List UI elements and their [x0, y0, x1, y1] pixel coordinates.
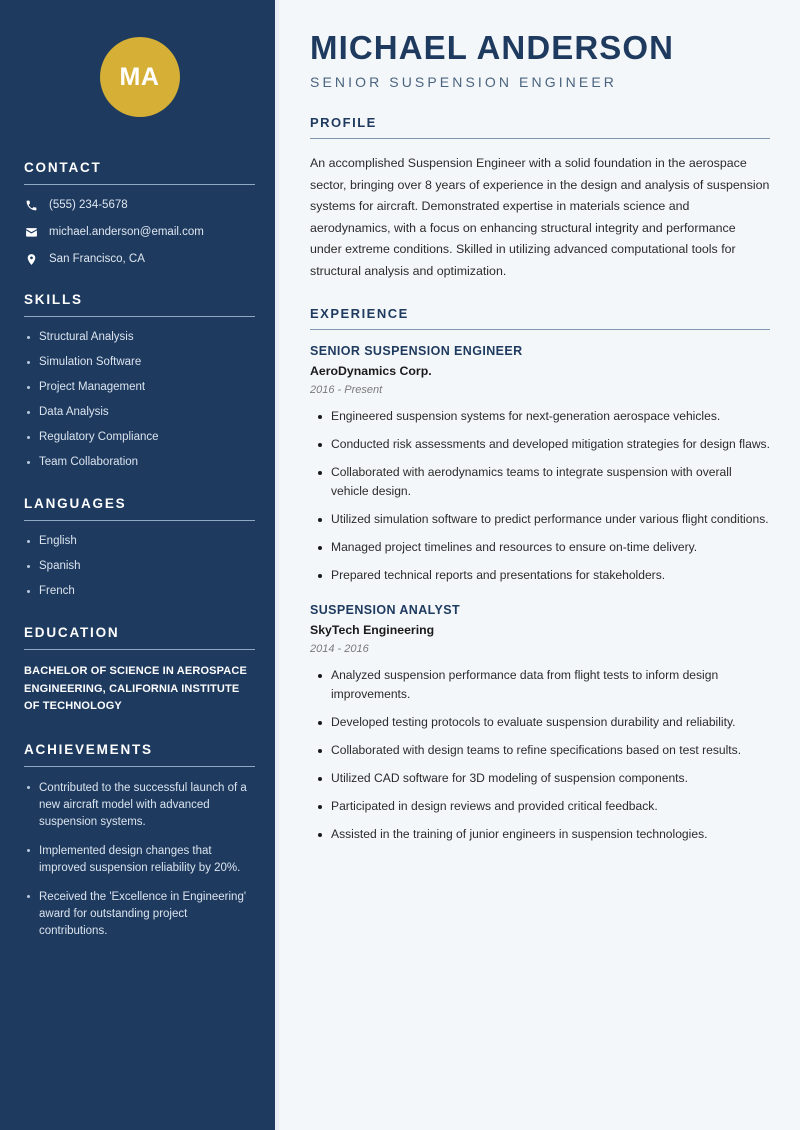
main-content: [279, 0, 800, 1130]
education-heading: EDUCATION: [24, 625, 120, 640]
avatar-container: [24, 0, 255, 160]
contact-heading: CONTACT: [24, 160, 102, 175]
job-title: SENIOR SUSPENSION ENGINEER: [310, 344, 523, 358]
page-title: MICHAEL ANDERSON: [310, 29, 675, 66]
contact-value-email: michael.anderson@email.com: [49, 226, 204, 238]
phone-icon: [24, 198, 38, 212]
contact-value-phone: (555) 234-5678: [49, 199, 128, 211]
skills-heading: SKILLS: [24, 292, 83, 307]
main-section-experience: [310, 306, 770, 844]
skills-list: [24, 330, 255, 470]
sidebar-section-skills: [24, 292, 255, 470]
languages-heading: LANGUAGES: [24, 496, 127, 511]
education-entry: BACHELOR OF SCIENCE IN AEROSPACE ENGINEERING, CALIFORNIA INSTITUTE OF TECHNOLOGY: [24, 665, 247, 712]
job-company: AeroDynamics Corp.: [310, 364, 432, 378]
profile-divider: [310, 138, 770, 139]
job-bullet-list: [310, 666, 770, 844]
list-item: Collaborated with design teams to refine specifications based on test results.: [310, 741, 770, 760]
list-item: Engineered suspension systems for next-generation aerospace vehicles.: [310, 407, 770, 426]
job-bullet-list: [310, 407, 770, 585]
contact-row-email[interactable]: [24, 225, 255, 239]
list-item: Collaborated with aerodynamics teams to integrate suspension with overall vehicle design.: [310, 463, 770, 501]
contact-divider: [24, 184, 255, 185]
contact-value-location: San Francisco, CA: [49, 253, 145, 265]
sidebar-section-achievements: [24, 742, 255, 940]
list-item: Prepared technical reports and presentations for stakeholders.: [310, 566, 770, 585]
education-divider: [24, 649, 255, 650]
profile-text: An accomplished Suspension Engineer with a solid foundation in the aerospace sector, bringing over 8 years of experience in the design and analysis of suspension systems for aircraft. Demonstrated expertise in materials science and aerodynamics, with a focus on enhancing structural integrity and performance under extreme conditions. Skilled in utilizing advanced computational tools for structural analysis and optimization.: [310, 156, 770, 278]
experience-heading: EXPERIENCE: [310, 306, 409, 321]
achievements-list: [24, 780, 255, 940]
list-item: Conducted risk assessments and developed mitigation strategies for design flaws.: [310, 435, 770, 454]
list-item: Received the 'Excellence in Engineering' award for outstanding project contributions.: [24, 889, 255, 940]
list-item: Data Analysis: [24, 405, 255, 420]
list-item: Simulation Software: [24, 355, 255, 370]
experience-divider: [310, 329, 770, 330]
languages-list: [24, 534, 255, 599]
map-pin-icon: [24, 252, 38, 266]
list-item: French: [24, 584, 255, 599]
contact-row-location[interactable]: [24, 252, 255, 266]
list-item: Structural Analysis: [24, 330, 255, 345]
list-item: Assisted in the training of junior engineers in suspension technologies.: [310, 825, 770, 844]
contact-row-phone[interactable]: [24, 198, 255, 212]
job-dates: 2014 - 2016: [310, 643, 369, 655]
job-company: SkyTech Engineering: [310, 623, 435, 637]
experience-entry: [310, 344, 770, 585]
list-item: Utilized CAD software for 3D modeling of suspension components.: [310, 769, 770, 788]
list-item: Implemented design changes that improved suspension reliability by 20%.: [24, 843, 255, 877]
list-item: English: [24, 534, 255, 549]
list-item: Contributed to the successful launch of a new aircraft model with advanced suspension systems.: [24, 780, 255, 831]
sidebar-section-education: [24, 625, 255, 716]
sidebar: [0, 0, 279, 1130]
envelope-icon: [24, 225, 38, 239]
list-item: Developed testing protocols to evaluate suspension durability and reliability.: [310, 713, 770, 732]
experience-entry: [310, 603, 770, 844]
main-section-profile: [310, 115, 770, 282]
sidebar-section-languages: [24, 496, 255, 599]
list-item: Team Collaboration: [24, 455, 255, 470]
list-item: Analyzed suspension performance data from flight tests to inform design improvements.: [310, 666, 770, 704]
list-item: Managed project timelines and resources to ensure on-time delivery.: [310, 538, 770, 557]
job-title: SUSPENSION ANALYST: [310, 603, 461, 617]
achievements-divider: [24, 766, 255, 767]
list-item: Project Management: [24, 380, 255, 395]
languages-divider: [24, 520, 255, 521]
list-item: Spanish: [24, 559, 255, 574]
job-dates: 2016 - Present: [310, 384, 383, 396]
list-item: Utilized simulation software to predict performance under various flight conditions.: [310, 510, 770, 529]
achievements-heading: ACHIEVEMENTS: [24, 741, 153, 757]
profile-heading: PROFILE: [310, 115, 377, 130]
avatar-initials: MA: [100, 37, 180, 117]
sidebar-edge-divider: [275, 0, 279, 1130]
list-item: Regulatory Compliance: [24, 430, 255, 445]
sidebar-section-contact: [24, 160, 255, 266]
job-subtitle: SENIOR SUSPENSION ENGINEER: [310, 74, 617, 90]
skills-divider: [24, 316, 255, 317]
list-item: Participated in design reviews and provided critical feedback.: [310, 797, 770, 816]
